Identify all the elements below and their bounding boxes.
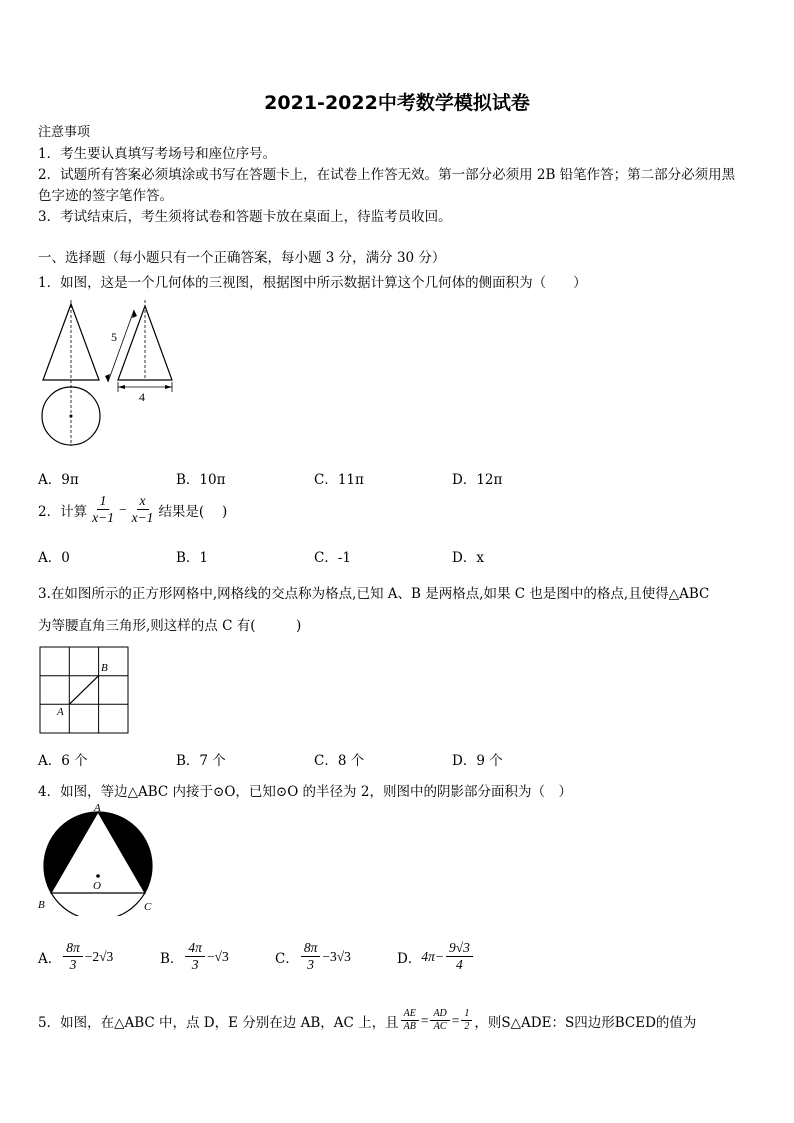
q2-frac1-den: x−1 — [92, 510, 114, 526]
q3-option-a[interactable]: A．6 个 — [38, 753, 88, 769]
q5-frac-ae-ab: $\frac{AE}{AB}$ — [401, 1008, 419, 1033]
q3-stem-line2: 为等腰直角三角形,则这样的点 C 有( ) — [38, 618, 302, 634]
q1-option-a[interactable]: A．9π — [38, 472, 79, 488]
q3-option-c[interactable]: C．8 个 — [314, 753, 365, 769]
q5-stem: 5．如图，在△ABC 中，点 D，E 分别在边 AB，AC 上，且 $\frac{AE}{AB}$ = $\frac{AD}{AC}$ = $\frac{1}{2}$ ，则S△ADE：S四边形BCED的值为 — [38, 1008, 697, 1032]
q2-option-b[interactable]: B．1 — [176, 550, 209, 566]
q5-frac-ad-ac: $\frac{AD}{AC}$ — [430, 1008, 449, 1033]
q2-stem — [38, 493, 227, 526]
q2-suffix: 结果是( ) — [158, 503, 228, 520]
vertex-c-label: C — [144, 901, 152, 913]
q2-frac2-num: x — [137, 493, 149, 510]
q2-frac1-num: 1 — [97, 493, 110, 510]
center-o-label: O — [93, 880, 101, 892]
q4-option-b[interactable]: B． $\frac{4\pi}{3}$ −√3 — [160, 940, 229, 973]
slant-label: 5 — [111, 330, 117, 344]
q5-stem-b: ，则S△ADE：S四边形BCED的值为 — [474, 1014, 697, 1031]
notice-item-3: 3．考试结束后，考生须将试卷和答题卡放在桌面上，待监考员收回。 — [38, 209, 452, 225]
q1-option-b[interactable]: B．10π — [176, 472, 226, 488]
section-heading: 一、选择题（每小题只有一个正确答案，每小题 3 分，满分 30 分） — [38, 250, 446, 266]
base-label: 4 — [139, 390, 145, 404]
center-o-dot — [96, 874, 100, 878]
q2-prefix: 2．计算 — [38, 503, 88, 520]
q2-minus: − — [118, 501, 127, 517]
q4-option-d[interactable]: D． 4π− $\frac{9√3}{4}$ — [397, 940, 475, 973]
point-a-label: A — [57, 706, 64, 718]
q4-stem: 4．如图，等边△ABC 内接于⊙O，已知⊙O 的半径为 2，则图中的阴影部分面积为（ ） — [38, 784, 572, 800]
q1-option-d[interactable]: D．12π — [452, 472, 503, 488]
notice-item-2-cont: 色字迹的签字笔作答。 — [38, 188, 173, 204]
q1-option-c[interactable]: C．11π — [314, 472, 364, 488]
q3-stem-line1: 3.在如图所示的正方形网格中,网格线的交点称为格点,已知 A、B 是两格点,如果 C 也是图中的格点,且使得△ABC — [38, 586, 710, 602]
q2-frac2-den: x−1 — [131, 510, 154, 526]
q5-stem-a: 5．如图，在△ABC 中，点 D，E 分别在边 AB，AC 上，且 — [38, 1014, 399, 1031]
notice-item-1: 1．考生要认真填写考场号和座位序号。 — [38, 146, 277, 162]
q2-option-d[interactable]: D．x — [452, 550, 484, 566]
q2-option-c[interactable]: C．-1 — [314, 550, 351, 566]
q2-fraction-2 — [129, 493, 157, 526]
point-b-label: B — [101, 662, 108, 674]
notice-item-2: 2．试题所有答案必须填涂或书写在答题卡上，在试卷上作答无效。第一部分必须用 2B 铅笔作答；第二部分必须用黑 — [38, 167, 736, 183]
three-view-figure — [38, 296, 188, 456]
q3-option-b[interactable]: B．7 个 — [176, 753, 226, 769]
exam-title: 2021-2022中考数学模拟试卷 — [264, 92, 530, 114]
q5-frac-half: $\frac{1}{2}$ — [461, 1008, 472, 1033]
grid-figure — [38, 645, 132, 737]
notice-heading: 注意事项 — [38, 125, 91, 140]
inscribed-triangle-figure — [36, 804, 162, 916]
top-view-center — [70, 415, 73, 418]
segment-ab — [69, 676, 98, 705]
q3-option-d[interactable]: D．9 个 — [452, 753, 503, 769]
vertex-a-label: A — [94, 804, 101, 814]
q2-option-a[interactable]: A．0 — [38, 550, 70, 566]
q4-option-c[interactable]: C． $\frac{8\pi}{3}$ −3√3 — [275, 940, 351, 973]
q1-stem: 1．如图，这是一个几何体的三视图，根据图中所示数据计算这个几何体的侧面积为（ ） — [38, 275, 587, 291]
q4-option-a[interactable]: A． $\frac{8\pi}{3}$ −2√3 — [38, 940, 114, 973]
vertex-b-label: B — [38, 899, 45, 911]
q2-fraction-1 — [89, 493, 117, 526]
